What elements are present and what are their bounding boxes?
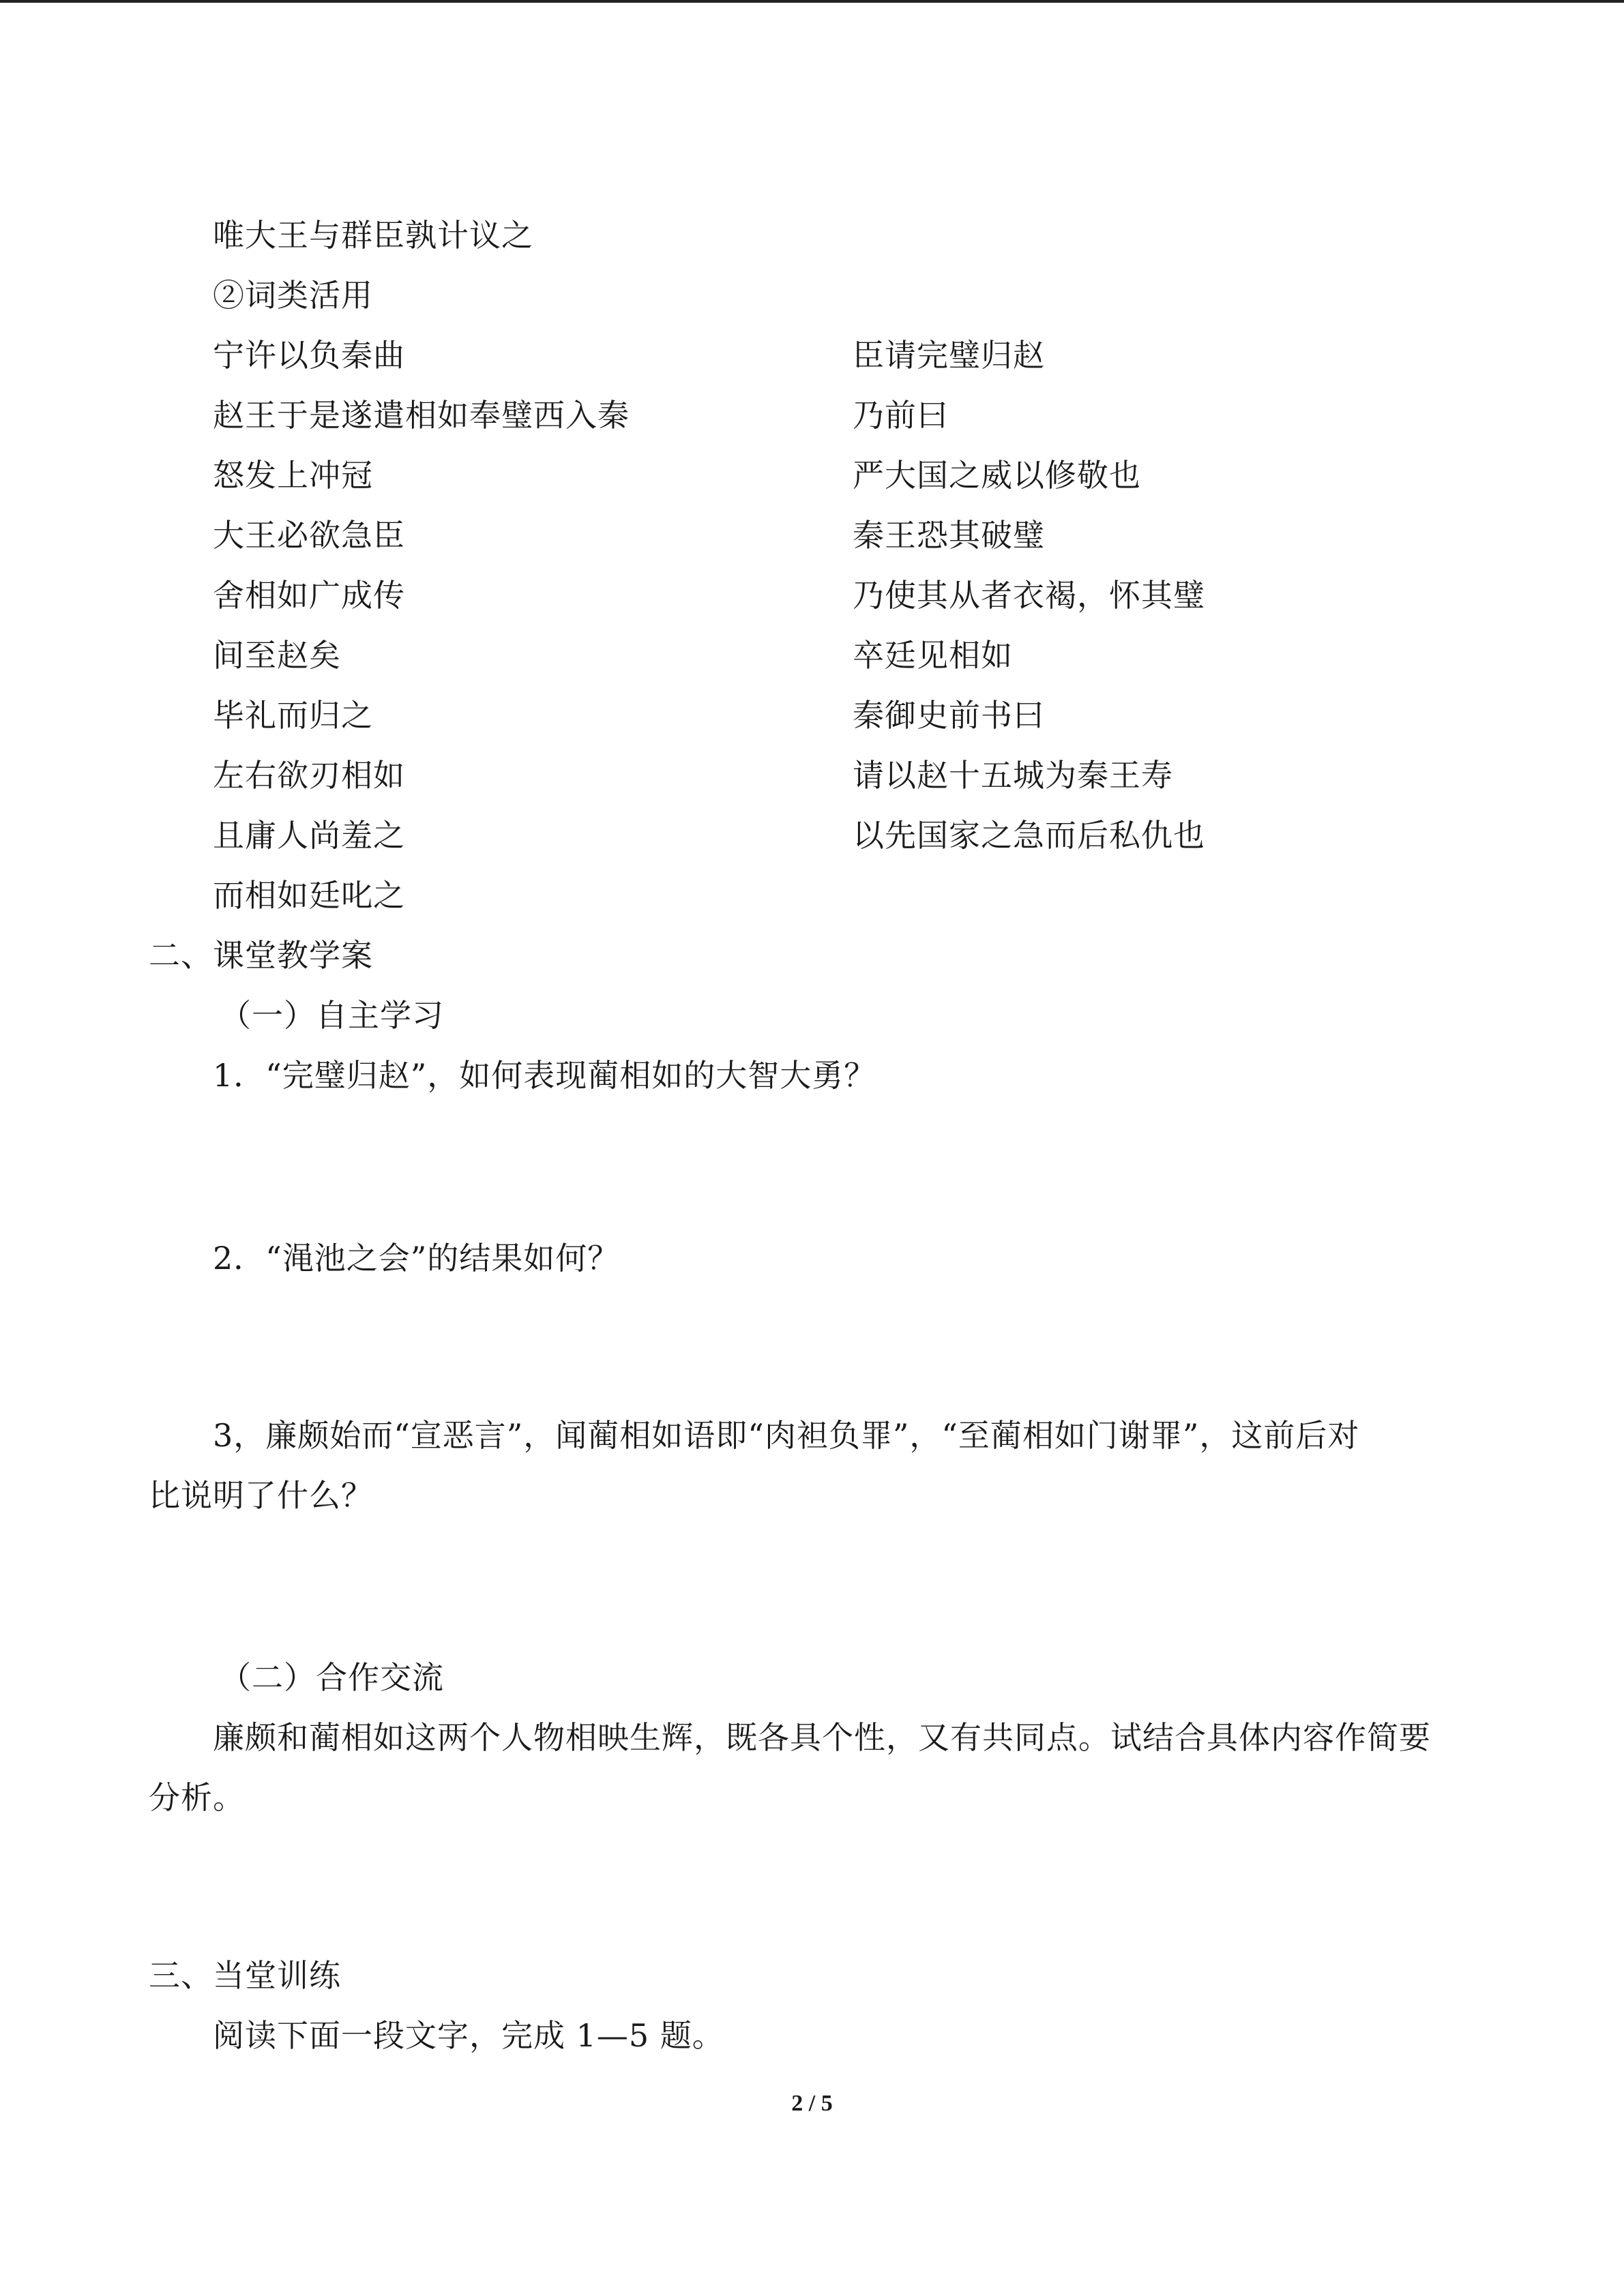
subsection-heading-self-study: （一）自主学习 bbox=[220, 997, 444, 1034]
example-right: 臣请完璧归赵 bbox=[853, 337, 1045, 374]
example-left: 左右欲刃相如 bbox=[213, 757, 405, 794]
section-heading-3: 三、当堂训练 bbox=[149, 1957, 341, 1994]
example-right: 严大国之威以修敬也 bbox=[853, 457, 1141, 494]
example-left: 赵王于是遂遣相如奉璧西入秦 bbox=[213, 397, 630, 434]
text-line: 唯大王与群臣孰计议之 bbox=[213, 217, 533, 254]
reading-instruction: 阅读下面一段文字，完成 1—5 题。 bbox=[213, 2017, 724, 2054]
example-left: 且庸人尚羞之 bbox=[213, 817, 405, 854]
example-right: 请以赵十五城为秦王寿 bbox=[853, 757, 1173, 794]
example-left: 宁许以负秦曲 bbox=[213, 337, 405, 374]
subsection-heading-cooperation: （二）合作交流 bbox=[220, 1659, 444, 1696]
example-right: 卒廷见相如 bbox=[853, 637, 1013, 674]
example-left: 舍相如广成传 bbox=[213, 577, 405, 614]
example-right: 秦王恐其破璧 bbox=[853, 517, 1045, 554]
subheading-word-class: ②词类活用 bbox=[213, 277, 373, 314]
example-left: 大王必欲急臣 bbox=[213, 517, 405, 554]
example-right: 乃使其从者衣褐，怀其璧 bbox=[853, 577, 1205, 614]
question-3-line-1: 3，廉颇始而“宣恶言”，闻蔺相如语即“肉袒负罪”，“至蔺相如门谢罪”，这前后对 bbox=[213, 1417, 1360, 1454]
example-right: 秦御史前书曰 bbox=[853, 697, 1045, 734]
section-heading-2: 二、课堂教学案 bbox=[149, 937, 373, 974]
example-left: 毕礼而归之 bbox=[213, 697, 373, 734]
cooperation-text-line-1: 廉颇和蔺相如这两个人物相映生辉，既各具个性，又有共同点。试结合具体内容作简要 bbox=[213, 1719, 1431, 1756]
question-1: 1．“完璧归赵”，如何表现蔺相如的大智大勇？ bbox=[213, 1057, 876, 1094]
page-number: 2 / 5 bbox=[791, 2091, 833, 2116]
question-3-line-2: 比说明了什么？ bbox=[149, 1477, 373, 1514]
cooperation-text-line-2: 分析。 bbox=[149, 1779, 245, 1816]
example-left: 怒发上冲冠 bbox=[213, 457, 373, 494]
example-left: 而相如廷叱之 bbox=[213, 877, 405, 914]
example-right: 以先国家之急而后私仇也 bbox=[853, 817, 1205, 854]
example-left: 间至赵矣 bbox=[213, 637, 341, 674]
question-2: 2．“渑池之会”的结果如何？ bbox=[213, 1240, 620, 1277]
example-right: 乃前曰 bbox=[853, 397, 949, 434]
